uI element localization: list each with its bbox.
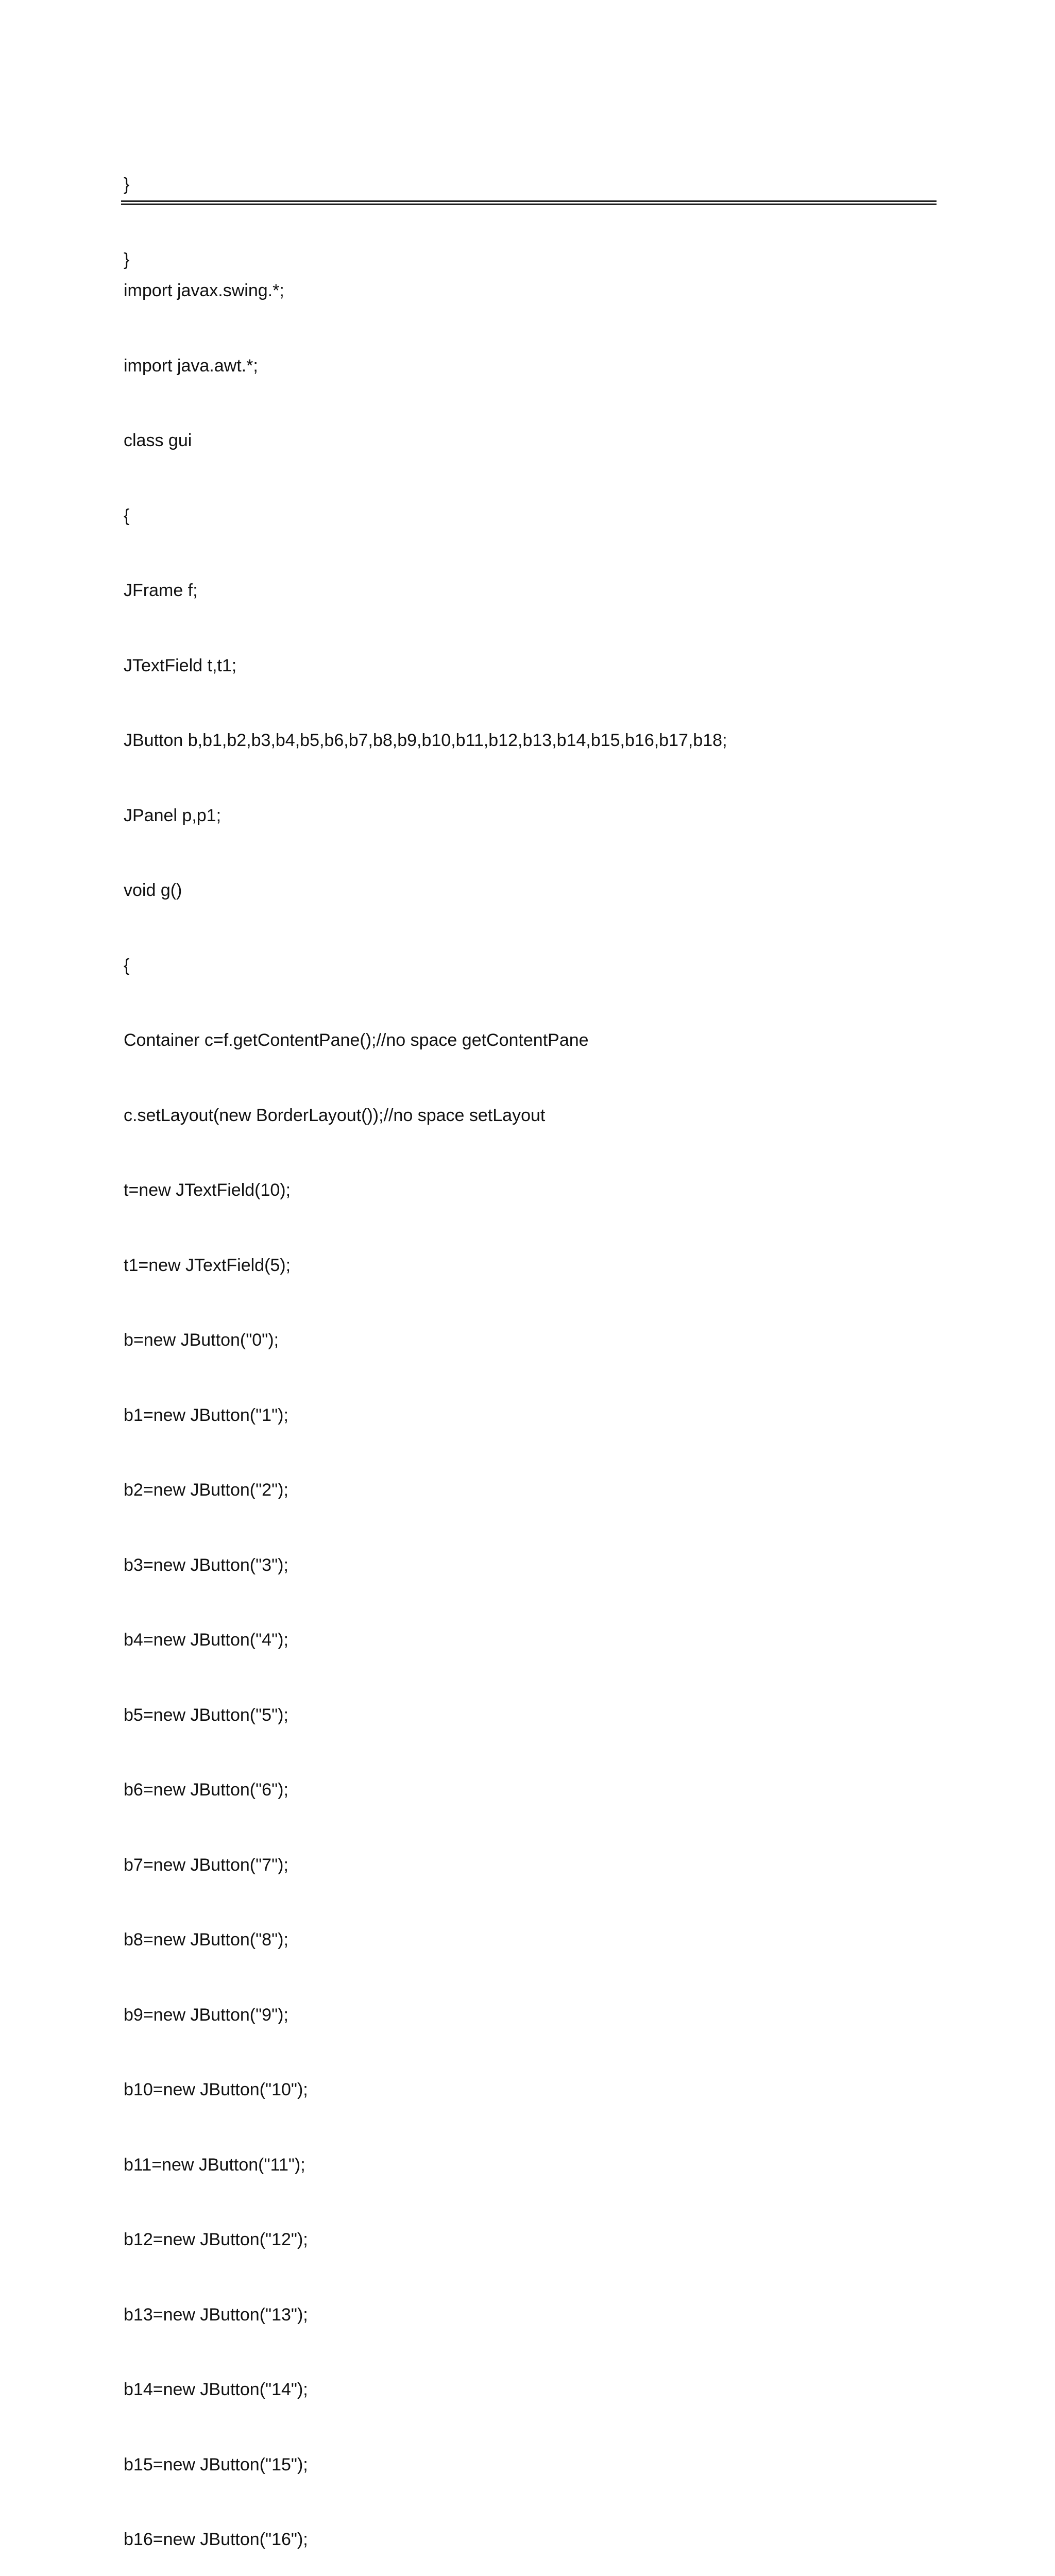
code-line: c.setLayout(new BorderLayout());//no space setLayout — [124, 1105, 546, 1125]
code-line: } — [124, 249, 130, 269]
code-line: JFrame f; — [124, 581, 198, 600]
code-line: b16=new JButton("16"); — [124, 2530, 308, 2549]
code-line: b4=new JButton("4"); — [124, 1630, 288, 1650]
code-line: b15=new JButton("15"); — [124, 2454, 308, 2475]
double-rule-divider — [121, 200, 937, 205]
code-line: b=new JButton("0"); — [124, 1330, 279, 1350]
code-line: void g() — [124, 880, 182, 900]
code-line: b2=new JButton("2"); — [124, 1480, 288, 1500]
code-line: b11=new JButton("11"); — [124, 2155, 305, 2175]
code-line: import javax.swing.*; — [124, 281, 284, 300]
code-line: b6=new JButton("6"); — [124, 1780, 288, 1800]
code-line: t1=new JTextField(5); — [124, 1255, 291, 1275]
code-line: b8=new JButton("8"); — [124, 1930, 288, 1950]
code-line: Container c=f.getContentPane();//no space getContentPane — [124, 1030, 589, 1050]
code-line: JTextField t,t1; — [124, 655, 237, 675]
code-line: b1=new JButton("1"); — [124, 1405, 288, 1425]
code-line: JPanel p,p1; — [124, 805, 222, 825]
code-line: b7=new JButton("7"); — [124, 1855, 288, 1875]
main-code-block — [124, 228, 727, 2576]
code-line: b12=new JButton("12"); — [124, 2230, 308, 2249]
code-line: b5=new JButton("5"); — [124, 1705, 288, 1725]
code-line: { — [124, 955, 130, 975]
code-line: } — [124, 175, 130, 194]
code-line: b10=new JButton("10"); — [124, 2080, 308, 2099]
code-line: t=new JTextField(10); — [124, 1180, 291, 1200]
code-line: b3=new JButton("3"); — [124, 1555, 288, 1575]
code-line: b13=new JButton("13"); — [124, 2304, 308, 2325]
code-line: JButton b,b1,b2,b3,b4,b5,b6,b7,b8,b9,b10,b11,b12,b13,b14,b15,b16,b17,b18; — [124, 731, 727, 750]
code-line: { — [124, 505, 130, 526]
code-line: b14=new JButton("14"); — [124, 2380, 308, 2399]
code-line: import java.awt.*; — [124, 355, 258, 376]
code-line: b9=new JButton("9"); — [124, 2005, 288, 2025]
code-line: class gui — [124, 431, 192, 450]
